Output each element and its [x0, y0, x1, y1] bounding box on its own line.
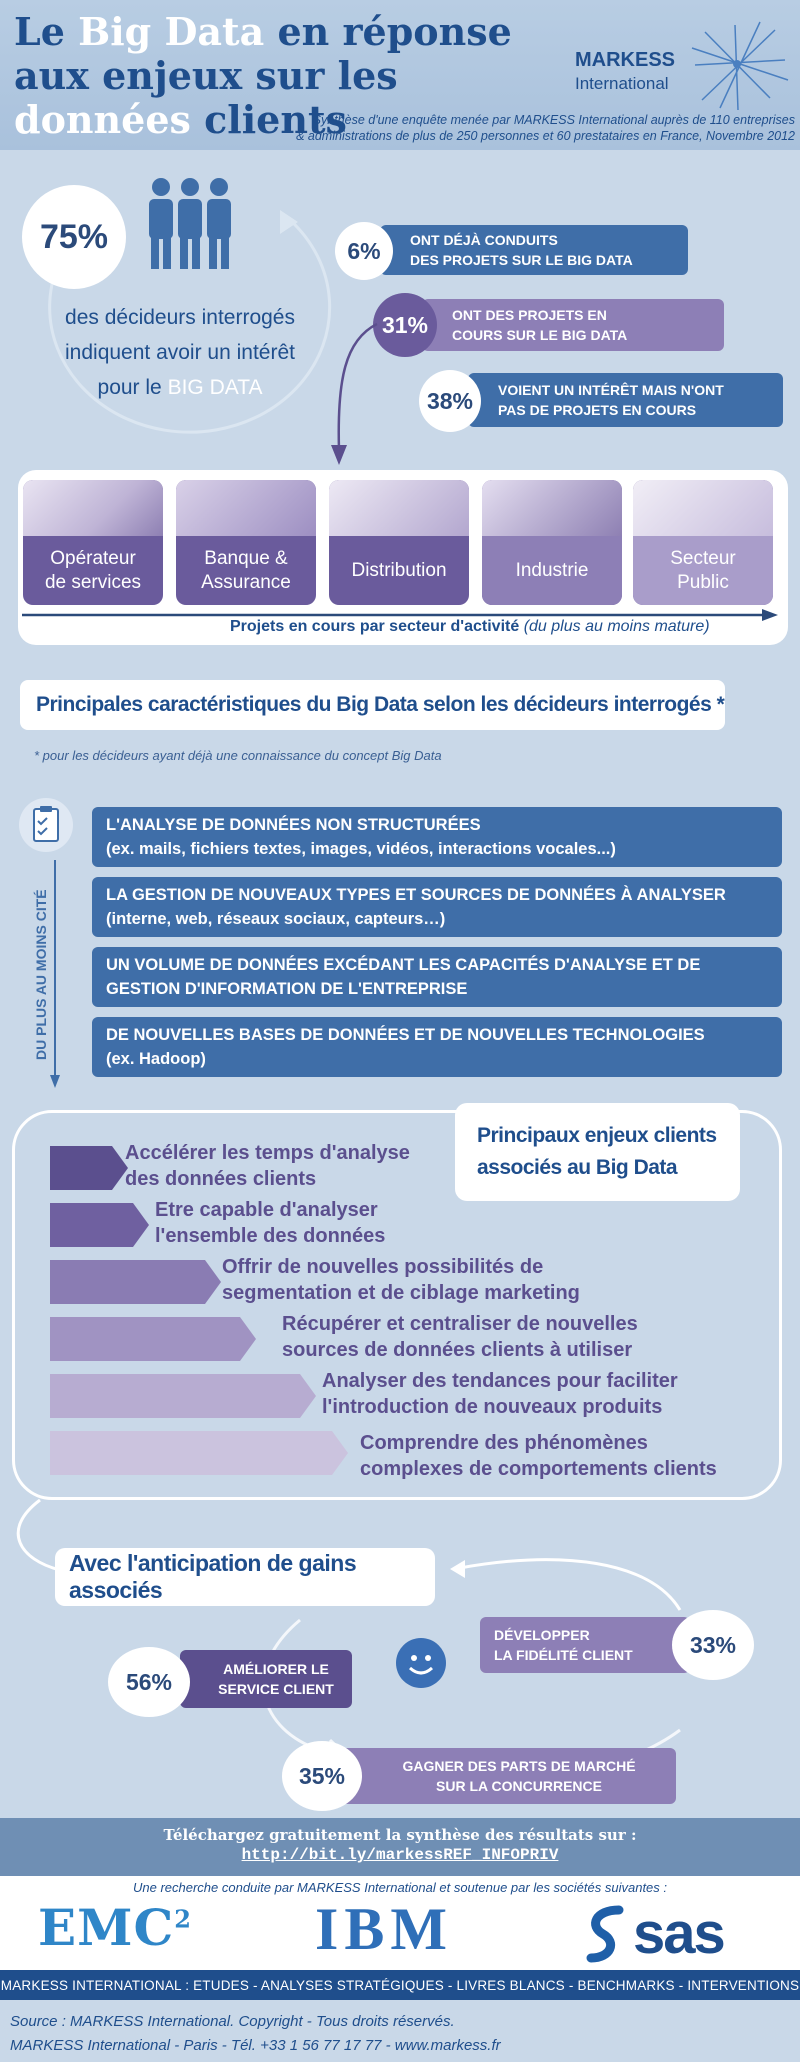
sector-banque: Banque & Assurance — [176, 480, 316, 605]
sector-public: Secteur Public — [633, 480, 773, 605]
sector-image — [329, 480, 469, 536]
enjeu-item: Comprendre des phénomènes complexes de comportements clients — [360, 1432, 717, 1480]
sas-swirl-icon — [585, 1904, 629, 1964]
gain-pill-service: AMÉLIORER LE SERVICE CLIENT — [180, 1650, 352, 1708]
stat-pill-38: VOIENT UN INTÉRÊT MAIS N'ONT PAS DE PROJETS EN COURS — [468, 373, 783, 427]
sector-distribution: Distribution — [329, 480, 469, 605]
source-text: Source : MARKESS International. Copyright - Tous droits réservés. MARKESS International - Paris - Tél. +33 1 56 77 17 77 - www.markess.fr — [10, 2013, 501, 2054]
footer-tagline: MARKESS INTERNATIONAL : ETUDES - ANALYSES STRATÉGIQUES - LIVRES BLANCS - BENCHMARKS - INTERVENTIONS — [0, 1970, 800, 2000]
download-text: Téléchargez gratuitement la synthèse des résultats sur : — [163, 1826, 637, 1844]
stat-pct-31: 31% — [373, 293, 437, 357]
carac-title: Principales caractéristiques du Big Data selon les décideurs interrogés * — [20, 680, 725, 730]
brand-sub: International — [575, 74, 669, 93]
download-band — [0, 1818, 800, 1876]
intro-text: des décideurs interrogés indiquent avoir un intérêt pour le BIG DATA — [65, 306, 295, 399]
download-link[interactable]: http://bit.ly/markessREF_INFOPRIV — [241, 1846, 559, 1864]
enjeu-item: Etre capable d'analyser l'ensemble des données — [155, 1199, 386, 1247]
emc-logo: EMC$^2$ — [38, 1898, 192, 1957]
page-title: Le Big Data en réponse aux enjeux sur les données clients — [14, 9, 512, 142]
enjeux-title: Principaux enjeux clients associés au Big Data — [455, 1103, 740, 1201]
star-logo-icon — [690, 20, 790, 115]
sector-image — [633, 480, 773, 536]
enjeu-item: Offrir de nouvelles possibilités de segmentation et de ciblage marketing — [222, 1256, 580, 1304]
sector-image — [482, 480, 622, 536]
gain-pct-35: 35% — [282, 1741, 362, 1811]
carac-item: DE NOUVELLES BASES DE DONNÉES ET DE NOUVELLES TECHNOLOGIES (ex. Hadoop) — [92, 1017, 782, 1077]
enjeu-item: Récupérer et centraliser de nouvelles sources de données clients à utiliser — [282, 1313, 638, 1361]
gains-title: Avec l'anticipation de gains associés — [55, 1548, 435, 1606]
survey-subtitle: Synthèse d'une enquête menée par MARKESS International auprès de 110 entreprises & administrations de plus de 250 personnes et 60 prestataires en France, Novembre 2012 — [296, 113, 795, 143]
carac-item: LA GESTION DE NOUVEAUX TYPES ET SOURCES DE DONNÉES À ANALYSER (interne, web, réseaux sociaux, capteurs…) — [92, 877, 782, 937]
stat-pct-6: 6% — [335, 222, 393, 280]
brand-name: MARKESS — [575, 49, 676, 71]
down-arrow — [48, 860, 62, 1090]
gain-pill-parts: GAGNER DES PARTS DE MARCHÉ SUR LA CONCURRENCE — [332, 1748, 676, 1804]
percent-75-circle: 75% — [22, 185, 126, 289]
stat-pct-38: 38% — [419, 370, 481, 432]
sector-operateur: Opérateur de services — [23, 480, 163, 605]
sponsors-intro: Une recherche conduite par MARKESS International et soutenue par les sociétés suivantes : — [132, 1880, 668, 1895]
gain-pill-fidelite: DÉVELOPPER LA FIDÉLITÉ CLIENT — [480, 1617, 690, 1673]
checklist-icon — [18, 797, 74, 853]
stat-pill-31: ONT DES PROJETS EN COURS SUR LE BIG DATA — [422, 299, 724, 351]
carac-note: * pour les décideurs ayant déjà une connaissance du concept Big Data — [34, 748, 442, 763]
curve-arrow — [325, 320, 385, 470]
markess-logo — [575, 48, 675, 96]
enjeu-item: Analyser des tendances pour faciliter l'introduction de nouveaux produits — [322, 1370, 678, 1418]
smiley-icon — [396, 1638, 446, 1688]
sector-image — [23, 480, 163, 536]
ibm-logo: IBM — [315, 1896, 453, 1962]
gain-pct-56: 56% — [108, 1647, 190, 1717]
gain-pct-33: 33% — [672, 1610, 754, 1680]
sector-caption: Projets en cours par secteur d'activité (du plus au moins mature) — [230, 618, 710, 635]
sector-industrie: Industrie — [482, 480, 622, 605]
svg-text:DU PLUS AU MOINS CITÉ: DU PLUS AU MOINS CITÉ — [33, 889, 49, 1060]
people-icon — [145, 175, 235, 275]
sas-logo: sas — [585, 1900, 724, 1967]
carac-item: UN VOLUME DE DONNÉES EXCÉDANT LES CAPACITÉS D'ANALYSE ET DE GESTION D'INFORMATION DE L'ENTREPRISE — [92, 947, 782, 1007]
sector-image — [176, 480, 316, 536]
stat-pill-6: ONT DÉJÀ CONDUITS DES PROJETS SUR LE BIG DATA — [380, 225, 688, 275]
enjeu-item: Accélérer les temps d'analyse des données clients — [125, 1142, 410, 1190]
carac-item: L'ANALYSE DE DONNÉES NON STRUCTURÉES (ex. mails, fichiers textes, images, vidéos, interactions vocales...) — [92, 807, 782, 867]
